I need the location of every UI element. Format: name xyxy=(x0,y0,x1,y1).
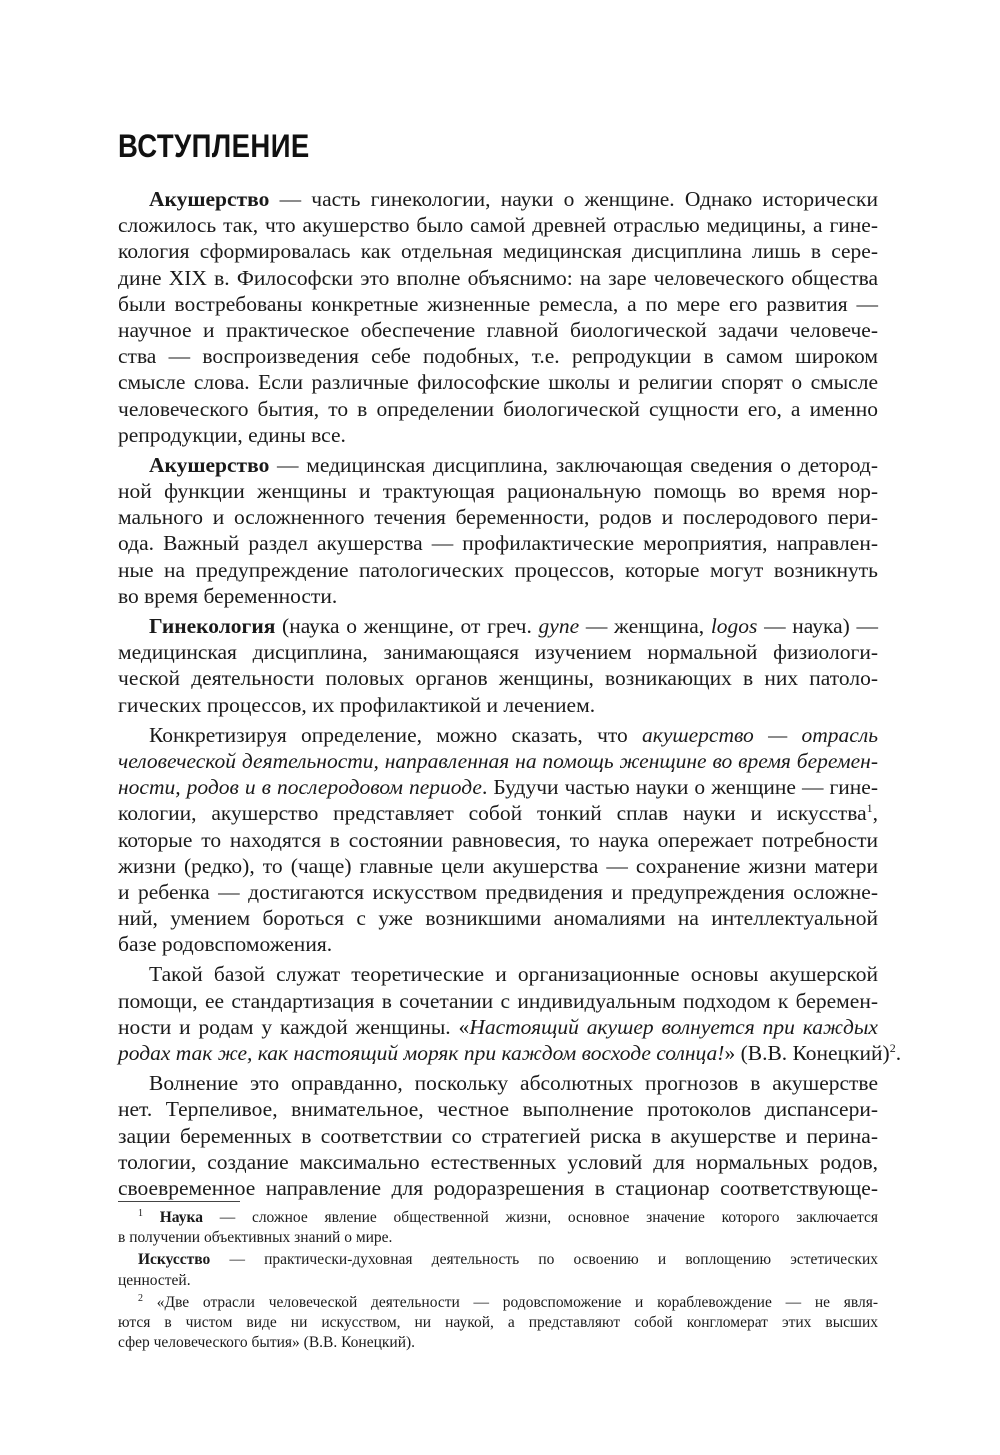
footnote-line: ются в чистом виде ни искусством, ни наукой, а представляют собой конгломерат этих высших xyxy=(118,1313,878,1331)
paragraph-line: которые то находятся в состоянии равновесия, то наука опережает потребности xyxy=(118,827,878,852)
paragraph-line: сложилось так, что акушерство было самой древней отраслью медицины, а гине- xyxy=(118,213,878,238)
paragraph-line: ний, умением бороться с уже возникшими аномалиями на интеллектуальной xyxy=(118,906,878,931)
paragraph-line: медицинская дисциплина, занимающаяся изучением нормальной физиологи- xyxy=(118,640,878,665)
paragraph-line: человеческой деятельности, направленная на помощь женщине во время беремен- xyxy=(118,748,878,773)
footnote-line: Искусство — практически-духовная деятельность по освоению и воплощению эстетических xyxy=(138,1251,878,1269)
footnotes xyxy=(118,1208,878,1353)
term-bold: Гинекология xyxy=(149,614,276,638)
body-text xyxy=(118,186,902,1201)
footnote-line: в получении объективных знаний о мире. xyxy=(118,1229,393,1247)
paragraph-line: ной функции женщины и трактующая рациональную помощь во время нор- xyxy=(118,479,878,504)
footnote-mark: 1 xyxy=(138,1207,143,1219)
paragraph-line: зации беременных в соответствии со стратегией риска в акушерстве и перина- xyxy=(118,1123,878,1148)
footnote-mark: 2 xyxy=(138,1292,143,1304)
paragraph-line: помощи, ее стандартизация в сочетании с индивидуальным подходом к беремен- xyxy=(118,988,878,1013)
footnote-line: сфер человеческого бытия» (В.В. Конецкий). xyxy=(118,1334,416,1352)
paragraph-line: и ребенка — достигаются искусством предвидения и предупреждения осложне- xyxy=(118,879,878,904)
paragraph-line: Акушерство — медицинская дисциплина, заключающая сведения о детород- xyxy=(149,452,878,477)
footnote-divider xyxy=(118,1201,240,1202)
footnote-line: $^1$ Наука — сложное явление общественной жизни, основное значение которого заключается xyxy=(138,1207,879,1226)
paragraph-line: были востребованы конкретные жизненные ремесла, а по мере его развития — xyxy=(118,291,878,316)
paragraph-line: Конкретизируя определение, можно сказать, что акушерство — отрасль xyxy=(149,722,878,747)
paragraph-line: Гинекология (наука о женщине, от греч. gyne — женщина, logos — наука) — xyxy=(149,614,879,638)
paragraph-line: кологии, акушерство представляет собой тонкий сплав науки и искусства$^1$, xyxy=(118,801,878,826)
paragraph-line: дине XIX в. Философски это вполне объяснимо: на заре человеческого общества xyxy=(118,265,878,290)
paragraph-line: человеческого бытия, то в определении биологической сущности его, а именно xyxy=(118,396,878,421)
paragraph-line: гических процессов, их профилактикой и лечением. xyxy=(118,692,596,717)
paragraph-line: нет. Терпеливое, внимательное, честное выполнение протоколов диспансери- xyxy=(118,1097,878,1122)
paragraph-line: смысле слова. Если различные философские школы и религии спорят о смысле xyxy=(118,370,878,395)
paragraph-line: научное и практическое обеспечение главной биологической задачи человече- xyxy=(118,317,878,342)
term-bold: Акушерство xyxy=(149,187,270,211)
paragraph-line: базе родовспоможения. xyxy=(118,932,333,957)
chapter-heading: ВСТУПЛЕНИЕ xyxy=(118,128,310,164)
paragraph-line: Акушерство — часть гинекологии, науки о женщине. Однако исторически xyxy=(149,187,878,211)
term-bold: Акушерство xyxy=(149,452,270,477)
paragraph-line: ода. Важный раздел акушерства — профилактические мероприятия, направлен- xyxy=(118,531,878,556)
paragraph-line: Такой базой служат теоретические и организационные основы акушерской xyxy=(149,962,878,987)
paragraph-line: тологии, создание максимально естественных условий для нормальных родов, xyxy=(118,1149,878,1174)
paragraph-line: во время беременности. xyxy=(118,583,338,608)
paragraph-line: жизни (редко), то (чаще) главные цели акушерства — сохранение жизни матери xyxy=(118,853,878,878)
footnote-line: ценностей. xyxy=(118,1271,191,1289)
paragraph-line: ные на предупреждение патологических процессов, которые могут возникнуть xyxy=(118,557,878,582)
paragraph-line: ства — воспроизведения себе подобных, т.е. репродукции в самом широком xyxy=(118,344,878,369)
footnote-ref[interactable]: 1 xyxy=(866,801,873,816)
paragraph-line: своевременное направление для родоразрешения в стационар соответствующе- xyxy=(118,1175,878,1200)
paragraph-line: ности и родам у каждой женщины. «Настоящий акушер волнуется при каждых xyxy=(118,1014,878,1039)
paragraph-line: родах так же, как настоящий моряк при каждом восходе солнца!» (В.В. Конецкий)$^2$. xyxy=(118,1040,902,1065)
footnote-ref[interactable]: 2 xyxy=(889,1040,896,1055)
paragraph-line: мального и осложненного течения беременности, родов и послеродового пери- xyxy=(118,505,878,530)
paragraph-line: кология сформировалась как отдельная медицинская дисциплина лишь в сере- xyxy=(118,239,878,264)
paragraph-line: репродукции, едины все. xyxy=(118,422,346,447)
footnote-line: $^2$ «Две отрасли человеческой деятельности — родовспоможение и кораблевождение — не явля- xyxy=(138,1292,878,1311)
paragraph-line: ческой деятельности половых органов женщины, возникающих в них патоло- xyxy=(118,666,878,691)
paragraph-line: ности, родов и в послеродовом периоде. Будучи частью науки о женщине — гине- xyxy=(118,775,879,800)
paragraph-line: Волнение это оправданно, поскольку абсолютных прогнозов в акушерстве xyxy=(149,1071,878,1096)
